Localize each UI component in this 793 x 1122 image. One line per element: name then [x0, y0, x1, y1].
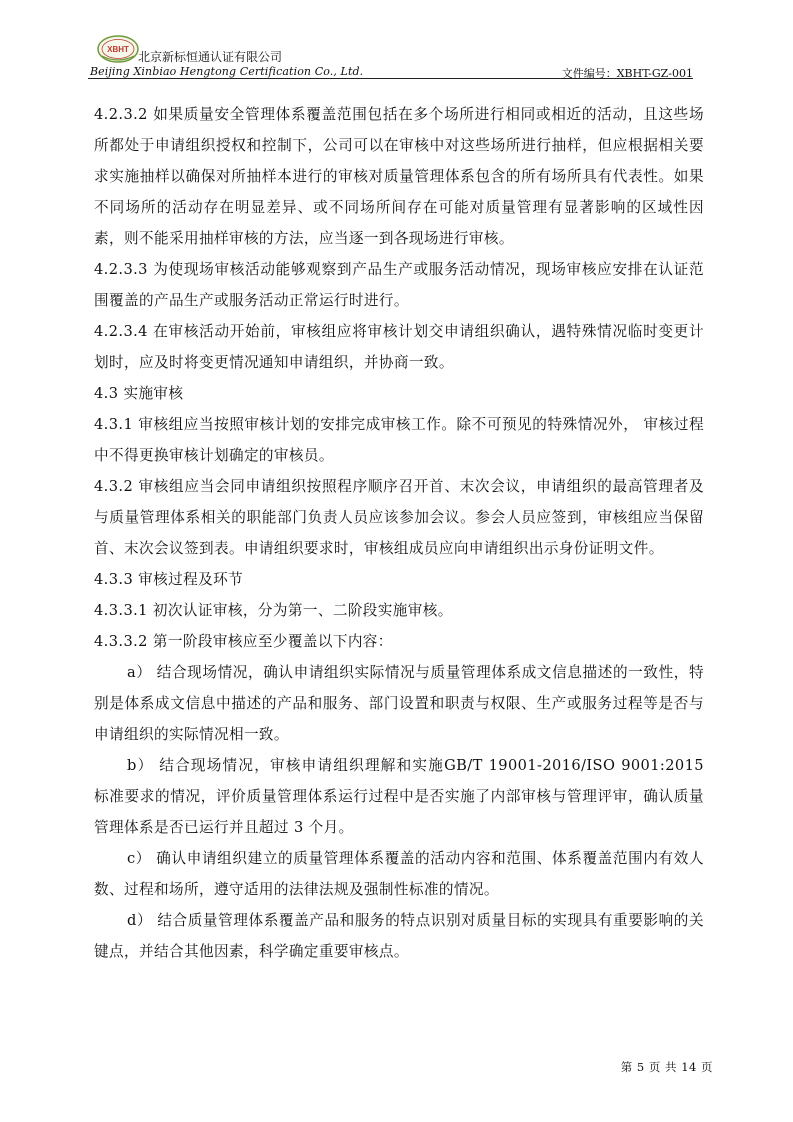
- document-body: [94, 99, 704, 967]
- paragraph-4-2-3-2: 4.2.3.2 如果质量安全管理体系覆盖范围包括在多个场所进行相同或相近的活动，且这些场所都处于申请组织授权和控制下，公司可以在审核中对这些场所进行抽样，但应根据相关要求实施抽样以确保对所抽样本进行的审核对质量管理体系包含的所有场所具有代表性。如果不同场所的活动存在明显差异、或不同场所间存在可能对质量管理有显著影响的区域性因素，则不能采用抽样审核的方法，应当逐一到各现场进行审核。: [94, 106, 704, 247]
- header-divider: [88, 78, 693, 79]
- svg-text:XBHT: XBHT: [107, 45, 129, 54]
- paragraph-4-3-3-1: 4.3.3.1 初次认证审核，分为第一、二阶段实施审核。: [94, 602, 453, 619]
- list-item-b: b） 结合现场情况，审核申请组织理解和实施GB/T 19001-2016/ISO 9001:2015 标准要求的情况，评价质量管理体系运行过程中是否实施了内部审核与管理评审，确认质量管理体系是否已运行并且超过 3 个月。: [94, 757, 704, 836]
- company-name-en: Beijing Xinbiao Hengtong Certification Co., Ltd.: [90, 65, 364, 78]
- list-item-c: c） 确认申请组织建立的质量管理体系覆盖的活动内容和范围、体系覆盖范围内有效人数、过程和场所，遵守适用的法律法规及强制性标准的情况。: [94, 850, 704, 898]
- paragraph-4-3-2: 4.3.2 审核组应当会同申请组织按照程序顺序召开首、末次会议，申请组织的最高管理者及与质量管理体系相关的职能部门负责人员应该参加会议。参会人员应签到，审核组应当保留首、末次会议签到表。申请组织要求时，审核组成员应向申请组织出示身份证明文件。: [94, 478, 704, 557]
- list-item-d: d） 结合质量管理体系覆盖产品和服务的特点识别对质量目标的实现具有重要影响的关键点，并结合其他因素，科学确定重要审核点。: [94, 912, 704, 960]
- page-header: [88, 34, 693, 80]
- list-item-a: a） 结合现场情况，确认申请组织实际情况与质量管理体系成文信息描述的一致性，特别是体系成文信息中描述的产品和服务、部门设置和职责与权限、生产或服务过程等是否与申请组织的实际情况相一致。: [94, 664, 704, 743]
- section-heading-4-3-3: 4.3.3 审核过程及环节: [94, 571, 244, 588]
- section-heading-4-3: 4.3 实施审核: [94, 385, 184, 402]
- company-name-cn: 北京新标恒通认证有限公司: [138, 50, 283, 64]
- paragraph-4-2-3-3: 4.2.3.3 为使现场审核活动能够观察到产品生产或服务活动情况，现场审核应安排在认证范围覆盖的产品生产或服务活动正常运行时进行。: [94, 261, 704, 309]
- paragraph-4-3-1: 4.3.1 审核组应当按照审核计划的安排完成审核工作。除不可预见的特殊情况外， 审核过程中不得更换审核计划确定的审核员。: [94, 416, 704, 464]
- page-number: 第 5 页 共 14 页: [620, 1060, 713, 1074]
- document-number: 文件编号：XBHT-GZ-001: [561, 67, 693, 80]
- company-logo: [96, 34, 140, 64]
- paragraph-4-2-3-4: 4.2.3.4 在审核活动开始前，审核组应将审核计划交申请组织确认，遇特殊情况临时变更计划时，应及时将变更情况通知申请组织，并协商一致。: [94, 323, 704, 371]
- paragraph-4-3-3-2: 4.3.3.2 第一阶段审核应至少覆盖以下内容：: [94, 633, 393, 650]
